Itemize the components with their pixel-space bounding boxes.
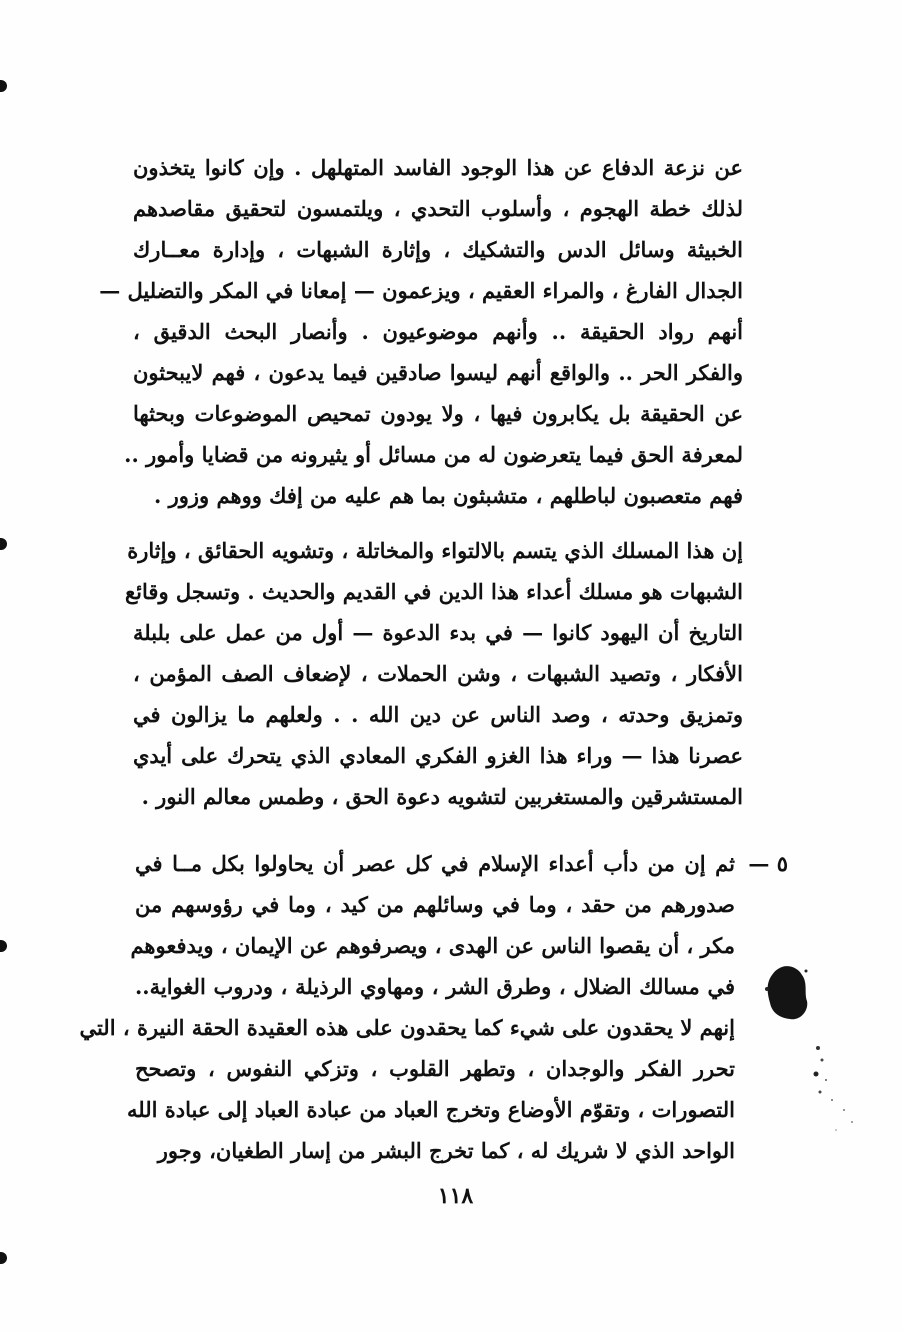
text-line: التصورات ، وتقوّم الأوضاع وتخرج العباد من عبادة العباد إلى عبادة الله [127,1097,735,1122]
text-line: والفكر الحر .. والواقع أنهم ليسوا صادقين فيما يدعون ، فهم لايبحثون [133,360,743,385]
text-line: لذلك خطة الهجوم ، وأسلوب التحدي ، ويلتمسون لتحقيق مقاصدهم [133,196,743,221]
binding-hole-mark [0,1252,7,1264]
list-number: ٥ — [748,851,788,876]
text-line: المستشرقين والمستغربين لتشويه دعوة الحق ، وطمس معالم النور . [141,784,743,809]
text-line: في مسالك الضلال ، وطرق الشر ، ومهاوي الرذيلة ، ودروب الغواية.. [135,974,735,999]
text-line: تحرر الفكر والوجدان ، وتطهر القلوب ، وتزكي النفوس ، وتصحح [135,1056,735,1081]
text-line: لمعرفة الحق فيما يتعرضون له من مسائل أو يثيرونه من قضايا وأمور .. [124,442,743,467]
binding-hole-mark [0,80,7,92]
paper-speckles [808,1040,868,1140]
text-line: عن الحقيقة بل يكابرون فيها ، ولا يودون تمحيص الموضوعات وبحثها [133,401,743,426]
text-line: الواحد الذي لا شريك له ، كما تخرج البشر من إسار الطغيان، وجور [157,1138,735,1163]
text-line: الجدال الفارغ ، والمراء العقيم ، ويزعمون — إمعانا في المكر والتضليل — [99,278,743,303]
text-line: ثم إن من دأب أعداء الإسلام في كل عصر أن يحاولوا بكل مــا في [135,851,735,876]
binding-hole-mark [0,538,7,550]
page-number: ١١٨ [437,1183,474,1209]
text-line: إن هذا المسلك الذي يتسم بالالتواء والمخاتلة ، وتشويه الحقائق ، وإثارة [127,538,743,563]
text-line: الشبهات هو مسلك أعداء هذا الدين في القديم والحديث . وتسجل وقائع [125,579,743,604]
text-line: وتمزيق وحدته ، وصد الناس عن دين الله . . ولعلهم ما يزالون في [133,702,743,727]
paragraph [125,530,743,817]
text-line: إنهم لا يحقدون على شيء كما يحقدون على هذه العقيدة الحقة النيرة ، التي [79,1015,735,1040]
text-line: صدورهم من حقد ، وما في وسائلهم من كيد ، وما في رؤوسهم من [135,892,735,917]
text-line: عن نزعة الدفاع عن هذا الوجود الفاسد المتهلهل . وإن كانوا يتخذون [133,155,743,180]
text-line: مكر ، أن يقصوا الناس عن الهدى ، ويصرفوهم عن الإيمان ، ويدفعوهم [130,933,735,958]
text-line: فهم متعصبون لباطلهم ، متشبثون بما هم عليه من إفك ووهم وزور . [154,483,743,508]
text-line: التاريخ أن اليهود كانوا — في بدء الدعوة — أول من عمل على بلبلة [133,620,743,645]
ink-blot [764,963,810,1023]
text-line: أنهم رواد الحقيقة .. وأنهم موضوعيون . وأنصار البحث الدقيق ، [133,319,743,344]
paragraph [99,147,743,516]
binding-hole-mark [0,940,7,952]
paragraph [79,843,735,1171]
text-line: عصرنا هذا — وراء هذا الغزو الفكري المعادي الذي يتحرك على أيدي [133,743,743,768]
text-line: الخبيثة وسائل الدس والتشكيك ، وإثارة الشبهات ، وإدارة معــارك [133,237,743,262]
text-line: الأفكار ، وتصيد الشبهات ، وشن الحملات ، لإضعاف الصف المؤمن ، [133,661,743,686]
